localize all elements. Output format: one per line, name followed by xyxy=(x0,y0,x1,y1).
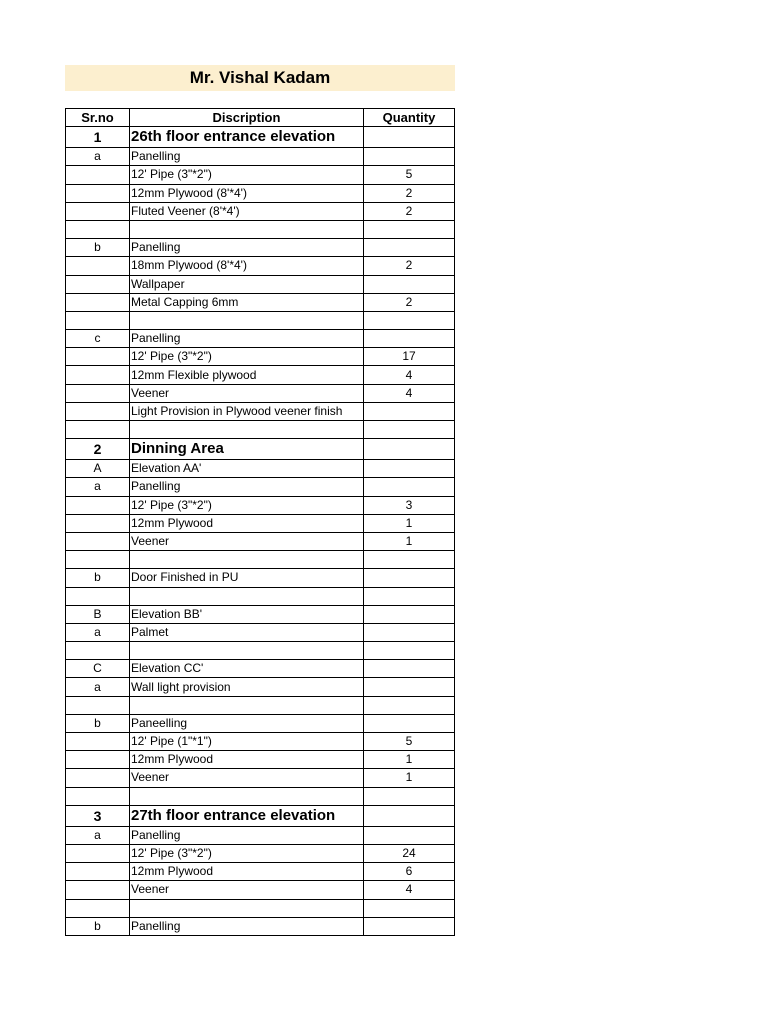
sr-cell xyxy=(66,551,130,569)
description-cell: Veener xyxy=(130,881,364,899)
quantity-cell xyxy=(364,330,455,348)
quantity-cell xyxy=(364,696,455,714)
sr-cell xyxy=(66,733,130,751)
table-row xyxy=(66,220,455,238)
description-cell: 12' Pipe (3"*2") xyxy=(130,348,364,366)
quantity-cell: 2 xyxy=(364,293,455,311)
table-row xyxy=(66,642,455,660)
table-row xyxy=(66,239,455,257)
quantity-cell xyxy=(364,478,455,496)
table-row xyxy=(66,293,455,311)
quantity-cell xyxy=(364,148,455,166)
quantity-cell: 4 xyxy=(364,366,455,384)
table-row xyxy=(66,311,455,329)
description-cell xyxy=(130,551,364,569)
description-cell: Panelling xyxy=(130,826,364,844)
table-row xyxy=(66,714,455,732)
document-title: Mr. Vishal Kadam xyxy=(65,65,455,91)
sr-cell xyxy=(66,348,130,366)
sr-cell: b xyxy=(66,569,130,587)
table-row xyxy=(66,696,455,714)
description-cell: Paneelling xyxy=(130,714,364,732)
quantity-cell xyxy=(364,551,455,569)
description-cell: 12mm Plywood xyxy=(130,751,364,769)
quantity-cell: 4 xyxy=(364,881,455,899)
description-cell: Fluted Veener (8'*4') xyxy=(130,202,364,220)
table-row xyxy=(66,769,455,787)
sr-cell xyxy=(66,184,130,202)
sr-cell xyxy=(66,366,130,384)
table-row xyxy=(66,826,455,844)
description-cell: Panelling xyxy=(130,478,364,496)
quantity-cell xyxy=(364,587,455,605)
description-cell: 12mm Plywood xyxy=(130,863,364,881)
sr-cell xyxy=(66,514,130,532)
description-cell: Panelling xyxy=(130,148,364,166)
quantity-cell xyxy=(364,623,455,641)
quantity-cell xyxy=(364,787,455,805)
table-row xyxy=(66,330,455,348)
description-cell: Panelling xyxy=(130,239,364,257)
table-row xyxy=(66,496,455,514)
description-cell: 12' Pipe (3"*2") xyxy=(130,844,364,862)
section-row xyxy=(66,439,455,460)
quantity-cell: 6 xyxy=(364,863,455,881)
sr-cell xyxy=(66,202,130,220)
table-row xyxy=(66,551,455,569)
description-cell xyxy=(130,421,364,439)
quantity-cell: 5 xyxy=(364,166,455,184)
quantity-cell: 17 xyxy=(364,348,455,366)
table-row xyxy=(66,402,455,420)
sr-cell: b xyxy=(66,239,130,257)
quantity-cell xyxy=(364,642,455,660)
description-cell: Veener xyxy=(130,769,364,787)
table-row xyxy=(66,899,455,917)
description-cell: Elevation CC' xyxy=(130,660,364,678)
table-row xyxy=(66,733,455,751)
quantity-table xyxy=(65,108,455,936)
description-cell: Door Finished in PU xyxy=(130,569,364,587)
section-row xyxy=(66,127,455,148)
table-row xyxy=(66,478,455,496)
table-row xyxy=(66,532,455,550)
table-row xyxy=(66,366,455,384)
quantity-cell: 2 xyxy=(364,184,455,202)
description-cell: Elevation BB' xyxy=(130,605,364,623)
quantity-cell: 1 xyxy=(364,532,455,550)
sr-cell xyxy=(66,532,130,550)
sr-cell: A xyxy=(66,460,130,478)
description-cell: Panelling xyxy=(130,330,364,348)
sr-cell: a xyxy=(66,678,130,696)
sr-cell xyxy=(66,899,130,917)
sr-cell xyxy=(66,881,130,899)
description-cell: 27th floor entrance elevation xyxy=(130,805,364,826)
sr-cell xyxy=(66,220,130,238)
table-row xyxy=(66,587,455,605)
sr-cell: a xyxy=(66,148,130,166)
sr-cell xyxy=(66,311,130,329)
sr-cell xyxy=(66,844,130,862)
section-row xyxy=(66,805,455,826)
quantity-cell xyxy=(364,899,455,917)
quantity-cell: 1 xyxy=(364,751,455,769)
sr-cell: b xyxy=(66,917,130,935)
table-row xyxy=(66,917,455,935)
quantity-cell: 5 xyxy=(364,733,455,751)
quantity-cell xyxy=(364,678,455,696)
quantity-cell xyxy=(364,275,455,293)
description-cell: 12' Pipe (3"*2") xyxy=(130,496,364,514)
table-row xyxy=(66,460,455,478)
quantity-cell xyxy=(364,127,455,148)
description-cell xyxy=(130,587,364,605)
description-cell: Panelling xyxy=(130,917,364,935)
table-row xyxy=(66,421,455,439)
quantity-cell: 1 xyxy=(364,769,455,787)
description-cell: Light Provision in Plywood veener finish xyxy=(130,402,364,420)
description-cell: Elevation AA' xyxy=(130,460,364,478)
description-cell: 12mm Flexible plywood xyxy=(130,366,364,384)
sr-cell xyxy=(66,275,130,293)
quantity-cell xyxy=(364,714,455,732)
description-cell: Wallpaper xyxy=(130,275,364,293)
quantity-cell: 1 xyxy=(364,514,455,532)
description-cell: 12mm Plywood xyxy=(130,514,364,532)
quantity-cell xyxy=(364,460,455,478)
description-cell xyxy=(130,220,364,238)
description-cell: Veener xyxy=(130,384,364,402)
table-row xyxy=(66,623,455,641)
description-cell: Veener xyxy=(130,532,364,550)
header-sr-no: Sr.no xyxy=(66,109,130,127)
sr-cell: 2 xyxy=(66,439,130,460)
table-row xyxy=(66,148,455,166)
description-cell: 12' Pipe (1"*1") xyxy=(130,733,364,751)
sr-cell: 1 xyxy=(66,127,130,148)
table-row xyxy=(66,844,455,862)
sr-cell xyxy=(66,293,130,311)
description-cell: 18mm Plywood (8'*4') xyxy=(130,257,364,275)
table-row xyxy=(66,202,455,220)
sr-cell: a xyxy=(66,623,130,641)
sr-cell: B xyxy=(66,605,130,623)
table-row xyxy=(66,384,455,402)
description-cell: Metal Capping 6mm xyxy=(130,293,364,311)
description-cell xyxy=(130,787,364,805)
description-cell: 26th floor entrance elevation xyxy=(130,127,364,148)
sr-cell xyxy=(66,402,130,420)
table-row xyxy=(66,166,455,184)
sr-cell: a xyxy=(66,826,130,844)
quantity-cell xyxy=(364,660,455,678)
sr-cell xyxy=(66,863,130,881)
sr-cell xyxy=(66,769,130,787)
table-row xyxy=(66,569,455,587)
table-row xyxy=(66,275,455,293)
quantity-cell: 2 xyxy=(364,202,455,220)
description-cell: 12' Pipe (3"*2") xyxy=(130,166,364,184)
description-cell: 12mm Plywood (8'*4') xyxy=(130,184,364,202)
table-row xyxy=(66,184,455,202)
sr-cell xyxy=(66,751,130,769)
sr-cell xyxy=(66,257,130,275)
table-row xyxy=(66,678,455,696)
table-header-row xyxy=(66,109,455,127)
quantity-cell xyxy=(364,917,455,935)
quantity-cell: 24 xyxy=(364,844,455,862)
table-row xyxy=(66,348,455,366)
quantity-cell xyxy=(364,605,455,623)
quantity-cell xyxy=(364,805,455,826)
sr-cell: b xyxy=(66,714,130,732)
sr-cell xyxy=(66,166,130,184)
table-row xyxy=(66,787,455,805)
quantity-cell: 3 xyxy=(364,496,455,514)
quantity-cell: 4 xyxy=(364,384,455,402)
sr-cell xyxy=(66,642,130,660)
sr-cell: 3 xyxy=(66,805,130,826)
sr-cell: c xyxy=(66,330,130,348)
sr-cell: C xyxy=(66,660,130,678)
description-cell: Wall light provision xyxy=(130,678,364,696)
sr-cell xyxy=(66,496,130,514)
description-cell: Dinning Area xyxy=(130,439,364,460)
sr-cell: a xyxy=(66,478,130,496)
sr-cell xyxy=(66,787,130,805)
quantity-cell xyxy=(364,311,455,329)
quantity-cell xyxy=(364,220,455,238)
description-cell xyxy=(130,696,364,714)
description-cell xyxy=(130,311,364,329)
header-quantity: Quantity xyxy=(364,109,455,127)
quantity-cell xyxy=(364,439,455,460)
table-row xyxy=(66,257,455,275)
quantity-cell xyxy=(364,421,455,439)
table-row xyxy=(66,881,455,899)
quantity-cell xyxy=(364,239,455,257)
table-row xyxy=(66,751,455,769)
table-row xyxy=(66,863,455,881)
sr-cell xyxy=(66,384,130,402)
description-cell: Palmet xyxy=(130,623,364,641)
quantity-cell: 2 xyxy=(364,257,455,275)
table-row xyxy=(66,605,455,623)
quantity-cell xyxy=(364,402,455,420)
quantity-cell xyxy=(364,826,455,844)
description-cell xyxy=(130,899,364,917)
header-description: Discription xyxy=(130,109,364,127)
table-row xyxy=(66,660,455,678)
table-row xyxy=(66,514,455,532)
description-cell xyxy=(130,642,364,660)
sr-cell xyxy=(66,587,130,605)
sr-cell xyxy=(66,696,130,714)
sr-cell xyxy=(66,421,130,439)
quantity-cell xyxy=(364,569,455,587)
